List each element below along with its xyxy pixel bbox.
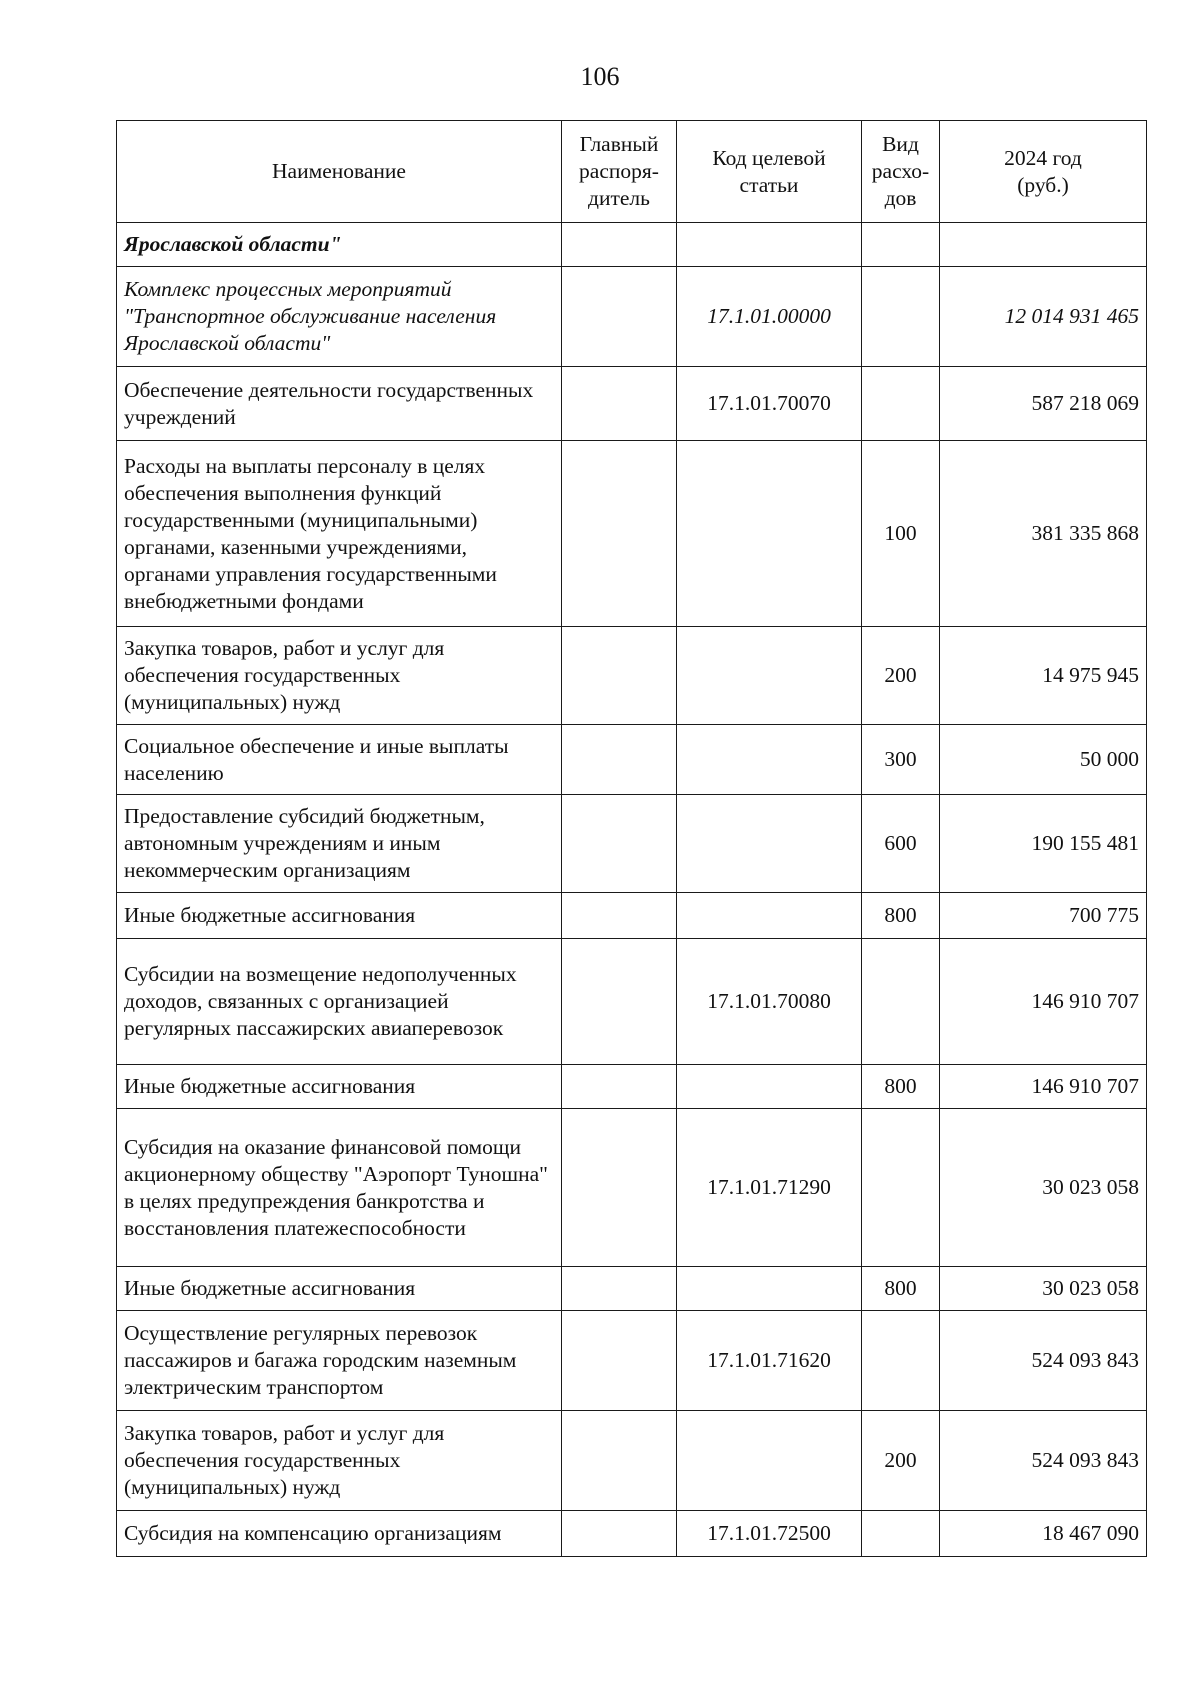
- row-target-code: [677, 893, 862, 939]
- row-amount: 700 775: [940, 893, 1147, 939]
- row-name: Социальное обеспечение и иные выплаты населению: [117, 725, 562, 795]
- row-name: Комплекс процессных мероприятий "Транспортное обслуживание населения Ярославской области": [117, 267, 562, 367]
- row-main-manager: [562, 939, 677, 1065]
- table-row: [117, 1065, 1147, 1109]
- row-amount: 50 000: [940, 725, 1147, 795]
- row-target-code: [677, 1267, 862, 1311]
- row-target-code: [677, 627, 862, 725]
- row-name: Обеспечение деятельности государственных учреждений: [117, 367, 562, 441]
- row-expense-type: [862, 1109, 940, 1267]
- row-name: Расходы на выплаты персоналу в целях обеспечения выполнения функций государственными (муниципальными) органами, казенными учреждениями, органами управления государственными внебюджетными фондами: [117, 441, 562, 627]
- row-name: Закупка товаров, работ и услуг для обеспечения государственных (муниципальных) нужд: [117, 627, 562, 725]
- header-name: Наименование: [117, 121, 562, 223]
- row-name: Предоставление субсидий бюджетным, автономным учреждениям и иным некоммерческим организациям: [117, 795, 562, 893]
- row-target-code: 17.1.01.70080: [677, 939, 862, 1065]
- header-expense-type: Вид расхо- дов: [862, 121, 940, 223]
- row-name: Ярославской области": [117, 223, 562, 267]
- row-main-manager: [562, 267, 677, 367]
- table-row: [117, 627, 1147, 725]
- row-main-manager: [562, 627, 677, 725]
- row-expense-type: [862, 223, 940, 267]
- header-target-code: Код целевой статьи: [677, 121, 862, 223]
- row-main-manager: [562, 725, 677, 795]
- row-name: Иные бюджетные ассигнования: [117, 893, 562, 939]
- row-amount: 30 023 058: [940, 1267, 1147, 1311]
- row-expense-type: 300: [862, 725, 940, 795]
- row-target-code: 17.1.01.71290: [677, 1109, 862, 1267]
- row-amount: 190 155 481: [940, 795, 1147, 893]
- row-expense-type: [862, 367, 940, 441]
- row-expense-type: [862, 267, 940, 367]
- row-name: Субсидия на оказание финансовой помощи акционерному обществу "Аэропорт Туношна" в целях предупреждения банкротства и восстановления платежеспособности: [117, 1109, 562, 1267]
- row-main-manager: [562, 1065, 677, 1109]
- table-row: [117, 267, 1147, 367]
- page-number: 106: [580, 62, 620, 91]
- row-amount: 14 975 945: [940, 627, 1147, 725]
- row-name: Иные бюджетные ассигнования: [117, 1267, 562, 1311]
- row-name: Субсидии на возмещение недополученных доходов, связанных с организацией регулярных пассажирских авиаперевозок: [117, 939, 562, 1065]
- table-row: [117, 893, 1147, 939]
- table-row: [117, 1411, 1147, 1511]
- header-year: 2024 год (руб.): [940, 121, 1147, 223]
- row-amount: 146 910 707: [940, 939, 1147, 1065]
- row-main-manager: [562, 1311, 677, 1411]
- table-row: [117, 367, 1147, 441]
- table-row: [117, 1109, 1147, 1267]
- table-row: [117, 441, 1147, 627]
- row-main-manager: [562, 223, 677, 267]
- row-main-manager: [562, 1411, 677, 1511]
- row-name: Иные бюджетные ассигнования: [117, 1065, 562, 1109]
- table-row: [117, 725, 1147, 795]
- row-amount: 18 467 090: [940, 1511, 1147, 1557]
- table-row: [117, 1311, 1147, 1411]
- row-expense-type: 800: [862, 1065, 940, 1109]
- row-name: Закупка товаров, работ и услуг для обеспечения государственных (муниципальных) нужд: [117, 1411, 562, 1511]
- row-target-code: [677, 223, 862, 267]
- table-row: [117, 223, 1147, 267]
- row-name: Субсидия на компенсацию организациям: [117, 1511, 562, 1557]
- table-row: [117, 1267, 1147, 1311]
- row-main-manager: [562, 1109, 677, 1267]
- row-expense-type: [862, 1311, 940, 1411]
- row-amount: 524 093 843: [940, 1311, 1147, 1411]
- row-amount: [940, 223, 1147, 267]
- row-main-manager: [562, 441, 677, 627]
- row-amount: 30 023 058: [940, 1109, 1147, 1267]
- row-main-manager: [562, 893, 677, 939]
- row-main-manager: [562, 1267, 677, 1311]
- row-main-manager: [562, 795, 677, 893]
- table-row: [117, 1511, 1147, 1557]
- row-name: Осуществление регулярных перевозок пассажиров и багажа городским наземным электрическим транспортом: [117, 1311, 562, 1411]
- row-main-manager: [562, 367, 677, 441]
- row-expense-type: 200: [862, 1411, 940, 1511]
- table-row: [117, 795, 1147, 893]
- header-main-manager: Главный распоря- дитель: [562, 121, 677, 223]
- row-expense-type: [862, 939, 940, 1065]
- row-amount: 12 014 931 465: [940, 267, 1147, 367]
- table-body: [117, 223, 1147, 1557]
- table-header: [117, 121, 1147, 223]
- budget-table: [116, 120, 1147, 1557]
- row-amount: 381 335 868: [940, 441, 1147, 627]
- table-row: [117, 939, 1147, 1065]
- row-expense-type: 800: [862, 1267, 940, 1311]
- row-target-code: [677, 441, 862, 627]
- row-main-manager: [562, 1511, 677, 1557]
- row-amount: 146 910 707: [940, 1065, 1147, 1109]
- row-expense-type: 600: [862, 795, 940, 893]
- row-expense-type: 100: [862, 441, 940, 627]
- row-target-code: 17.1.01.71620: [677, 1311, 862, 1411]
- row-amount: 524 093 843: [940, 1411, 1147, 1511]
- row-target-code: [677, 1411, 862, 1511]
- row-expense-type: 200: [862, 627, 940, 725]
- row-target-code: 17.1.01.00000: [677, 267, 862, 367]
- row-amount: 587 218 069: [940, 367, 1147, 441]
- row-expense-type: 800: [862, 893, 940, 939]
- row-target-code: 17.1.01.72500: [677, 1511, 862, 1557]
- row-target-code: 17.1.01.70070: [677, 367, 862, 441]
- row-target-code: [677, 795, 862, 893]
- row-target-code: [677, 725, 862, 795]
- row-expense-type: [862, 1511, 940, 1557]
- row-target-code: [677, 1065, 862, 1109]
